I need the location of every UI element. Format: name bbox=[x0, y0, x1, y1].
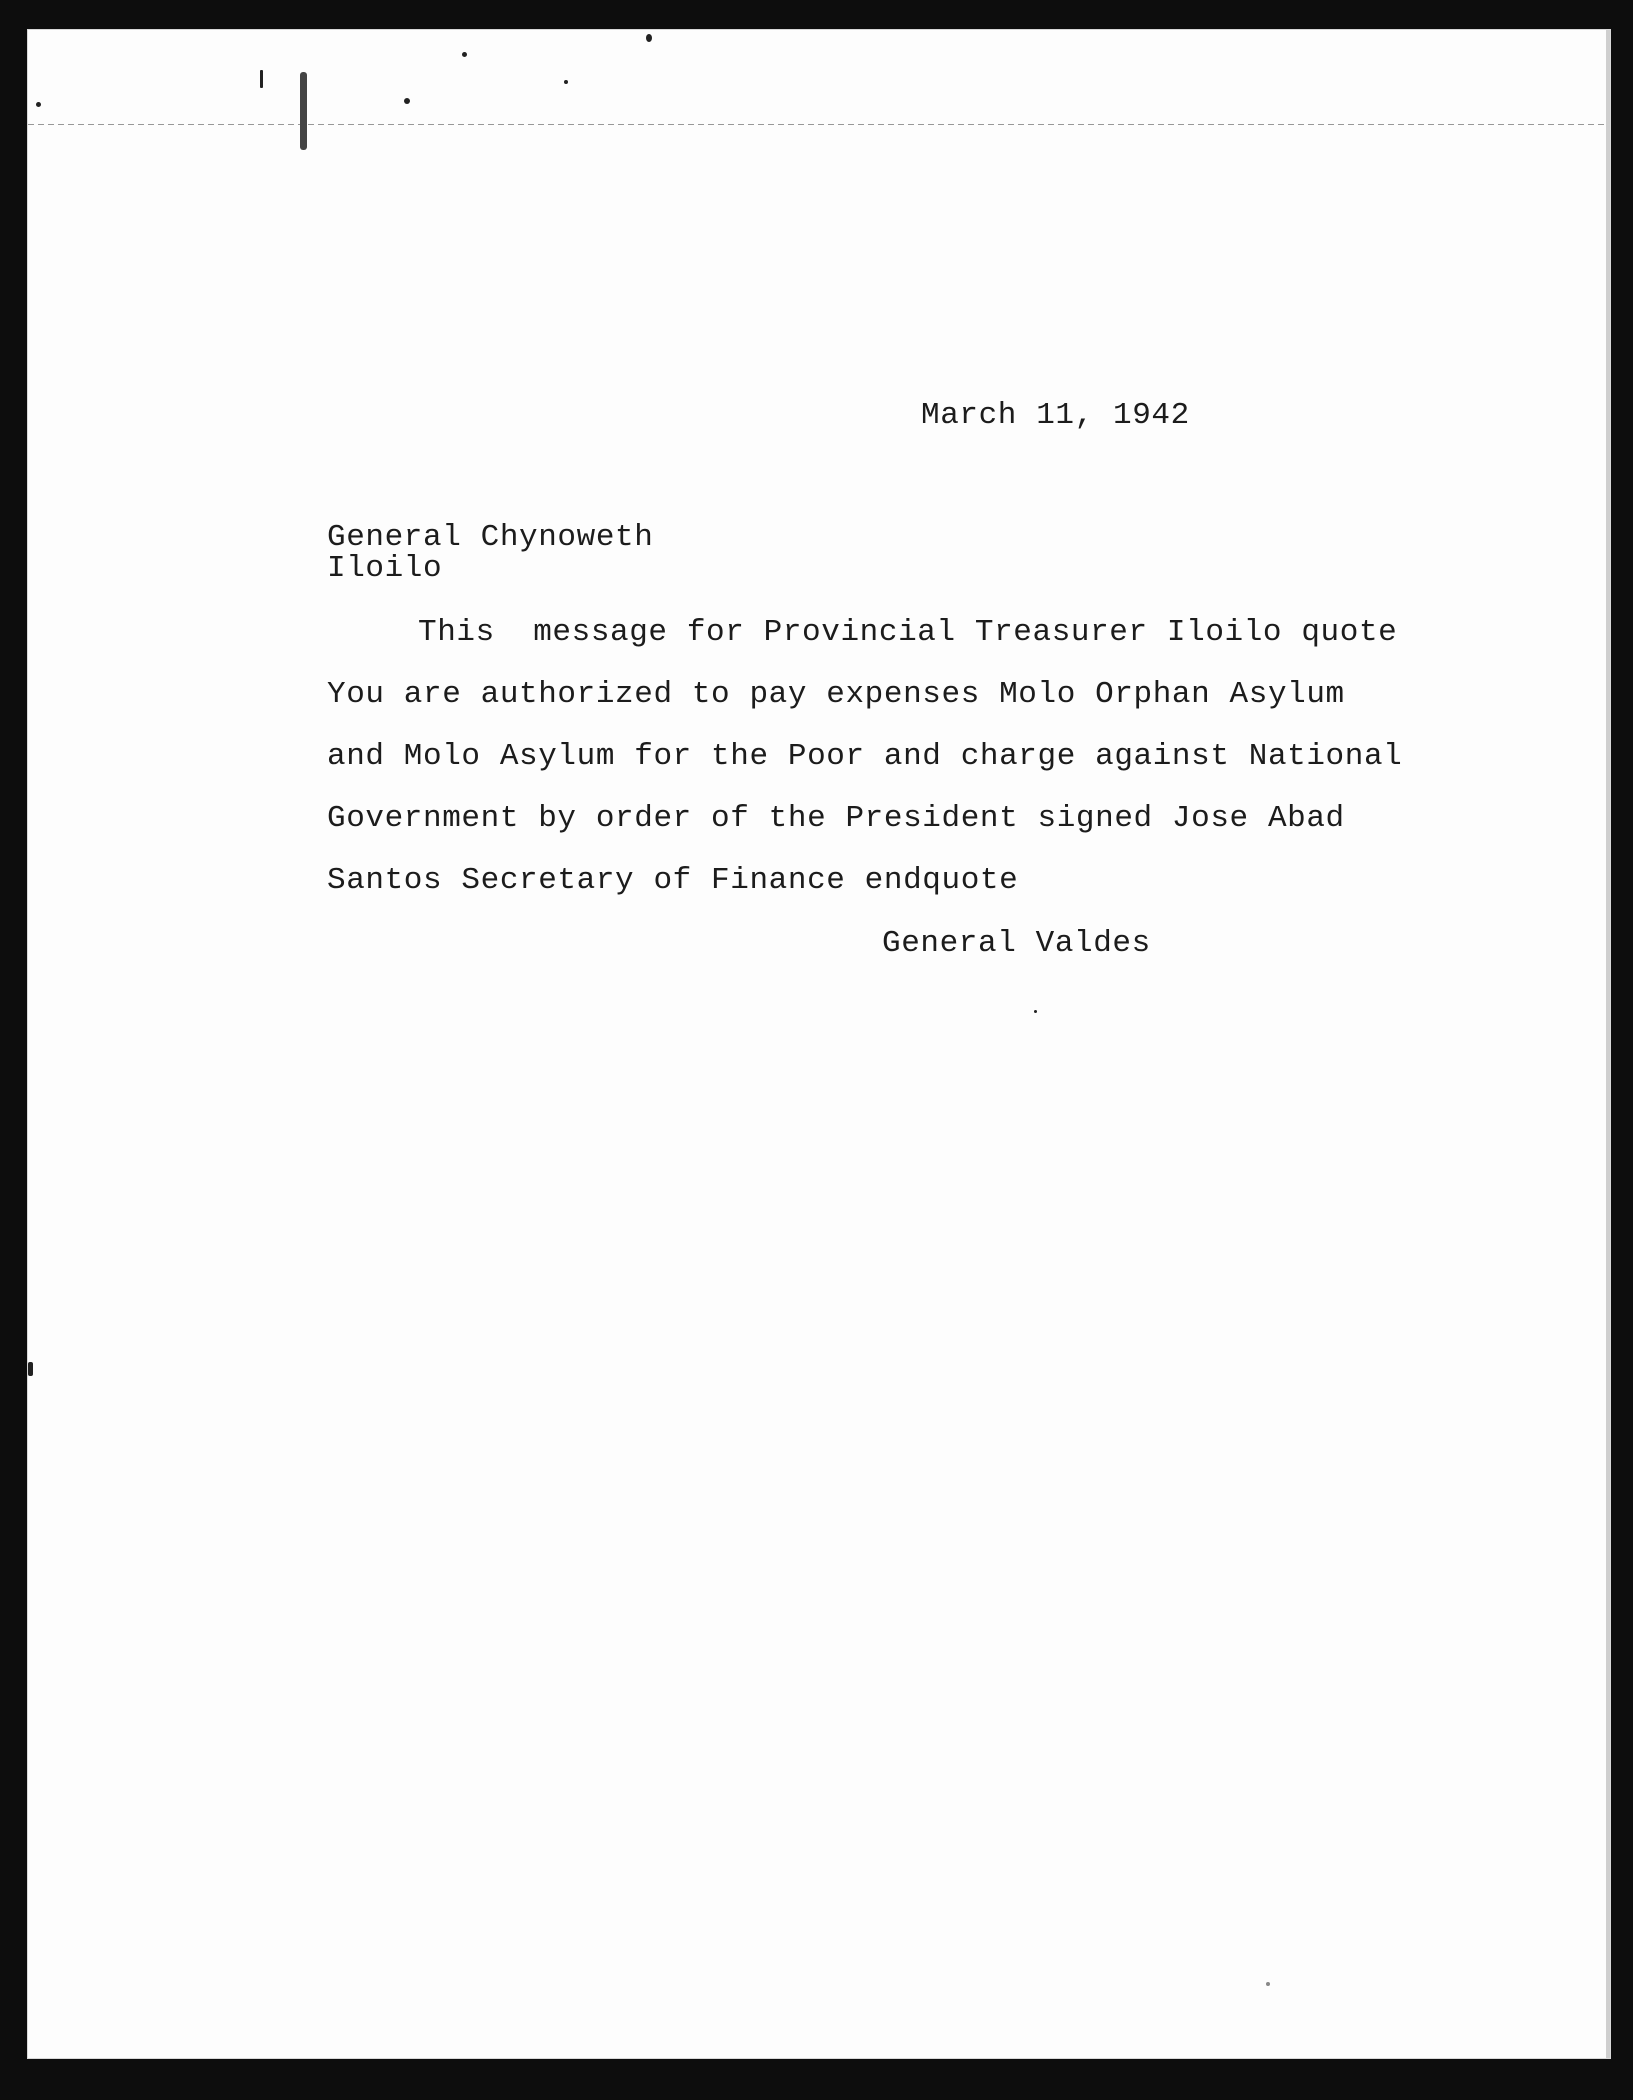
top-edge-rule bbox=[28, 124, 1610, 125]
scan-speck bbox=[260, 70, 263, 88]
scan-speck bbox=[36, 102, 41, 107]
scan-speck bbox=[1266, 1982, 1270, 1986]
scan-speck bbox=[646, 34, 652, 42]
letter-date: March 11, 1942 bbox=[921, 398, 1190, 433]
scan-speck bbox=[300, 72, 307, 150]
body-line: and Molo Asylum for the Poor and charge against National bbox=[327, 739, 1403, 774]
recipient-name: General Chynoweth bbox=[327, 520, 654, 555]
scan-speck bbox=[404, 98, 410, 104]
scan-speck bbox=[564, 80, 568, 84]
signature: General Valdes bbox=[882, 926, 1151, 961]
document-page bbox=[28, 30, 1610, 2058]
scan-speck bbox=[28, 1362, 33, 1376]
body-line: This message for Provincial Treasurer Iloilo quote bbox=[418, 615, 1398, 650]
page-edge-shadow bbox=[1606, 30, 1610, 2058]
scan-speck bbox=[1034, 1010, 1037, 1013]
body-line: Government by order of the President signed Jose Abad bbox=[327, 801, 1345, 836]
body-line: Santos Secretary of Finance endquote bbox=[327, 863, 1019, 898]
scan-speck bbox=[462, 52, 467, 57]
recipient-place: Iloilo bbox=[327, 551, 443, 586]
body-line: You are authorized to pay expenses Molo Orphan Asylum bbox=[327, 677, 1345, 712]
